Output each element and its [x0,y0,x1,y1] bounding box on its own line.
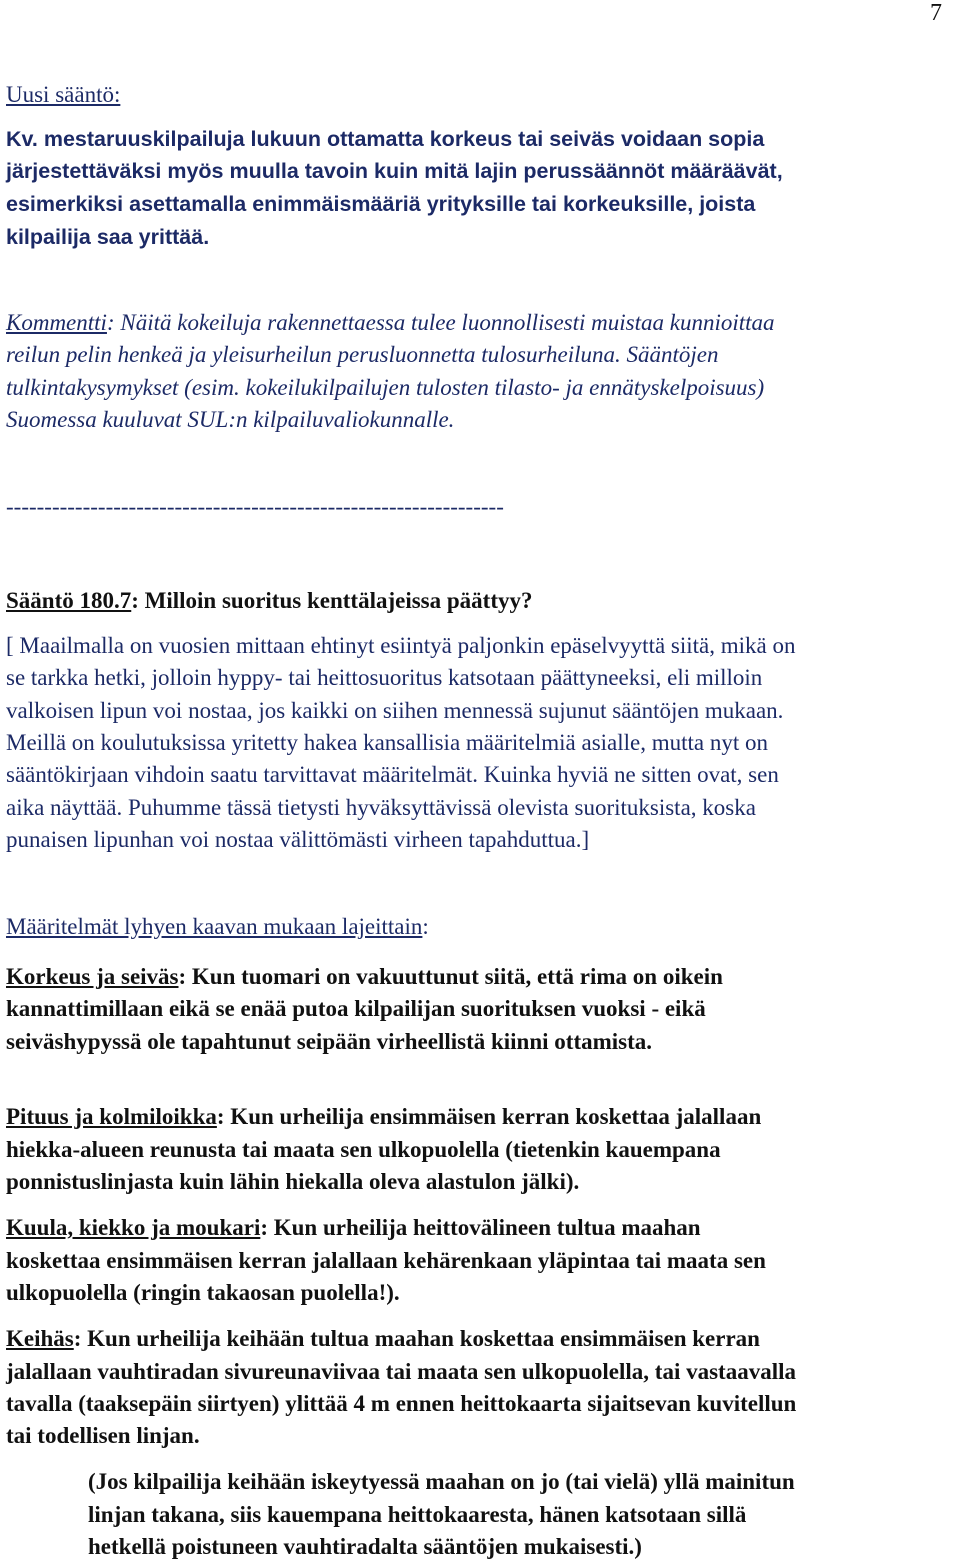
definitions-heading-colon: : [422,914,429,939]
throws-line: koskettaa ensimmäisen kerran jalallaan kehärenkaan yläpintaa tai maata sen [6,1248,766,1273]
definitions-heading [6,912,429,942]
high-jump-line: seiväshypyssä ole tapahtunut seipään virheellistä kiinni ottamista. [6,1029,653,1054]
new-rule-line: esimerkiksi asettamalla enimmäismääriä yrityksille tai korkeuksille, joista [6,192,756,216]
separator: ----------------------------------------------------------------- [6,494,504,519]
javelin-note-line: (Jos kilpailija keihään iskeytyessä maahan on jo (tai vielä) yllä mainitun [88,1469,795,1494]
comment-label: Kommentti [6,310,107,335]
throws-text: : Kun urheilija heittovälineen tultua maahan [260,1215,701,1240]
javelin-line [6,1324,760,1354]
rule-180-7-label: Sääntö 180.7 [6,588,132,613]
rule-180-7-line: se tarkka hetki, jolloin hyppy- tai heittosuoritus katsotaan päättyneeksi, eli milloin [6,665,763,690]
high-jump-line: kannattimillaan eikä se enää putoa kilpailijan suorituksen vuoksi - eikä [6,996,706,1021]
long-jump-line: hiekka-alueen reunusta tai maata sen ulkopuolella (tietenkin kauempana [6,1137,721,1162]
rule-180-7-line: [ Maailmalla on vuosien mittaan ehtinyt esiintyä paljonkin epäselvyyttä siitä, mikä on [6,633,796,658]
rule-180-7-title-text: : Milloin suoritus kenttälajeissa päättyy? [131,588,533,613]
javelin-text: : Kun urheilija keihään tultua maahan koskettaa ensimmäisen kerran [73,1326,760,1351]
rule-180-7-line: Meillä on koulutuksissa yritetty hakea kansallisia määritelmiä asialle, mutta nyt on [6,730,769,755]
comment-line: reilun pelin henkeä ja yleisurheilun perusluonnetta tulosurheiluna. Sääntöjen [6,342,719,367]
new-rule-line: Kv. mestaruuskilpailuja lukuun ottamatta korkeus tai seiväs voidaan sopia [6,127,765,151]
comment-line: Suomessa kuuluvat SUL:n kilpailuvaliokunnalle. [6,407,455,432]
long-jump-text: : Kun urheilija ensimmäisen kerran koskettaa jalallaan [216,1104,762,1129]
new-rule-heading [6,80,120,110]
definitions-heading-text: Määritelmät lyhyen kaavan mukaan lajeittain [6,914,423,939]
rule-180-7-line: punaisen lipunhan voi nostaa välittömästi virheen tapahduttua.] [6,827,590,852]
high-jump-label: Korkeus ja seiväs [6,964,179,989]
rule-180-7-line: sääntökirjaan vihdoin saatu tarvittavat määritelmät. Kuinka hyviä ne sitten ovat, sen [6,762,779,787]
comment-line: tulkintakysymykset (esim. kokeilukilpailujen tulosten tilasto- ja ennätyskelpoisuus) [6,375,765,400]
new-rule-heading-text: Uusi sääntö: [6,82,121,107]
comment-text: : Näitä kokeiluja rakennettaessa tulee luonnollisesti muistaa kunnioittaa [106,310,775,335]
throws-line [6,1213,701,1243]
javelin-note-line: linjan takana, siis kauempana heittokaaresta, hänen katsotaan sillä [88,1502,747,1527]
page-number: 7 [930,0,942,26]
throws-line: ulkopuolella (ringin takaosan puolella!). [6,1280,400,1305]
comment-line [6,308,775,338]
rule-180-7-line: aika näyttää. Puhumme tässä tietysti hyväksyttävissä olevista suorituksista, koska [6,795,756,820]
javelin-line: tai todellisen linjan. [6,1423,200,1448]
javelin-note-line: hetkellä poistuneen vauhtiradalta sääntöjen mukaisesti.) [88,1534,642,1559]
rule-180-7-line: valkoisen lipun voi nostaa, jos kaikki on siihen mennessä sujunut sääntöjen mukaan. [6,698,784,723]
new-rule-line: järjestettäväksi myös muulla tavoin kuin mitä lajin perussäännöt määräävät, [6,159,783,183]
throws-label: Kuula, kiekko ja moukari [6,1215,261,1240]
high-jump-text: : Kun tuomari on vakuuttunut siitä, että rima on oikein [178,964,723,989]
javelin-label: Keihäs [6,1326,74,1351]
long-jump-line: ponnistuslinjasta kuin lähin hiekalla oleva alastulon jälki). [6,1169,580,1194]
long-jump-label: Pituus ja kolmiloikka [6,1104,217,1129]
rule-180-7-title [6,586,532,616]
javelin-line: jalallaan vauhtiradan sivureunaviivaa tai maata sen ulkopuolella, tai vastaavalla [6,1359,796,1384]
long-jump-line [6,1102,761,1132]
javelin-line: tavalla (taaksepäin siirtyen) ylittää 4 m ennen heittokaarta sijaitsevan kuvitellun [6,1391,797,1416]
high-jump-line [6,962,723,992]
new-rule-line: kilpailija saa yrittää. [6,225,210,249]
